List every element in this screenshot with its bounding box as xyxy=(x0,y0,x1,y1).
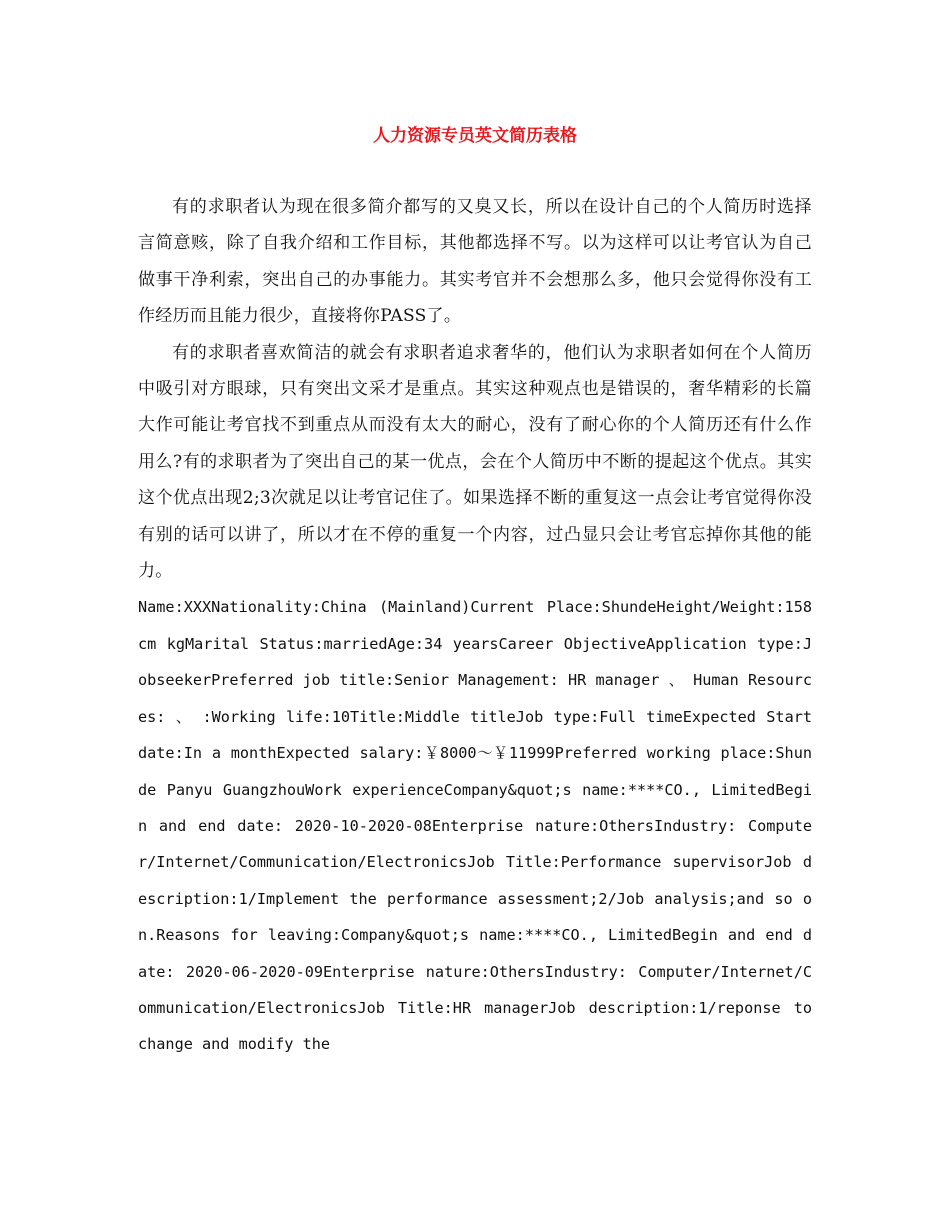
document-body xyxy=(138,189,812,1097)
document-title: 人力资源专员英文简历表格 xyxy=(373,126,577,146)
resume-details-text: Name:XXXNationality:China (Mainland)Current Place:ShundeHeight/Weight:158 cm kgMarital Status:marriedAge:34 yearsCareer ObjectiveApplication type:JobseekerPreferred job title:Senior Management: HR manager 、 Human Resources: 、 :Working life:10Title:Middle titleJob type:Full timeExpected Start date:In a monthExpected salary:￥8000～￥11999Preferred working place:Shunde Panyu GuangzhouWork experienceCompany&quot;s name:****CO., LimitedBegin and end date: 2020-10-2020-08Enterprise nature:OthersIndustry: Computer/Internet/Communication/ElectronicsJob Title:Performance supervisorJob description:1/Implement the performance assessment;2/Job analysis;and so on.Reasons for leaving:Company&quot;s name:****CO., LimitedBegin and end date: 2020-06-2020-09Enterprise nature:OthersIndustry: Computer/Internet/Communication/ElectronicsJob Title:HR managerJob description:1/reponse to change and modify the xyxy=(138,598,812,1054)
body-paragraph: 有的求职者喜欢简洁的就会有求职者追求奢华的，他们认为求职者如何在个人简历中吸引对方眼球，只有突出文采才是重点。其实这种观点也是错误的，奢华精彩的长篇大作可能让考官找不到重点从而没有太大的耐心，没有了耐心你的个人简历还有什么作用么?有的求职者为了突出自己的某一优点，会在个人简历中不断的提起这个优点。其实这个优点出现2;3次就足以让考官记住了。如果选择不断的重复这一点会让考官觉得你没有别的话可以讲了，所以才在不停的重复一个内容，过凸显只会让考官忘掉你其他的能力。 xyxy=(138,342,812,582)
body-paragraph: 有的求职者认为现在很多简介都写的又臭又长，所以在设计自己的个人简历时选择言简意赅，除了自我介绍和工作目标，其他都选择不写。以为这样可以让考官认为自己做事干净利索，突出自己的办事能力。其实考官并不会想那么多，他只会觉得你没有工作经历而且能力很少，直接将你PASS了。 xyxy=(138,197,812,327)
